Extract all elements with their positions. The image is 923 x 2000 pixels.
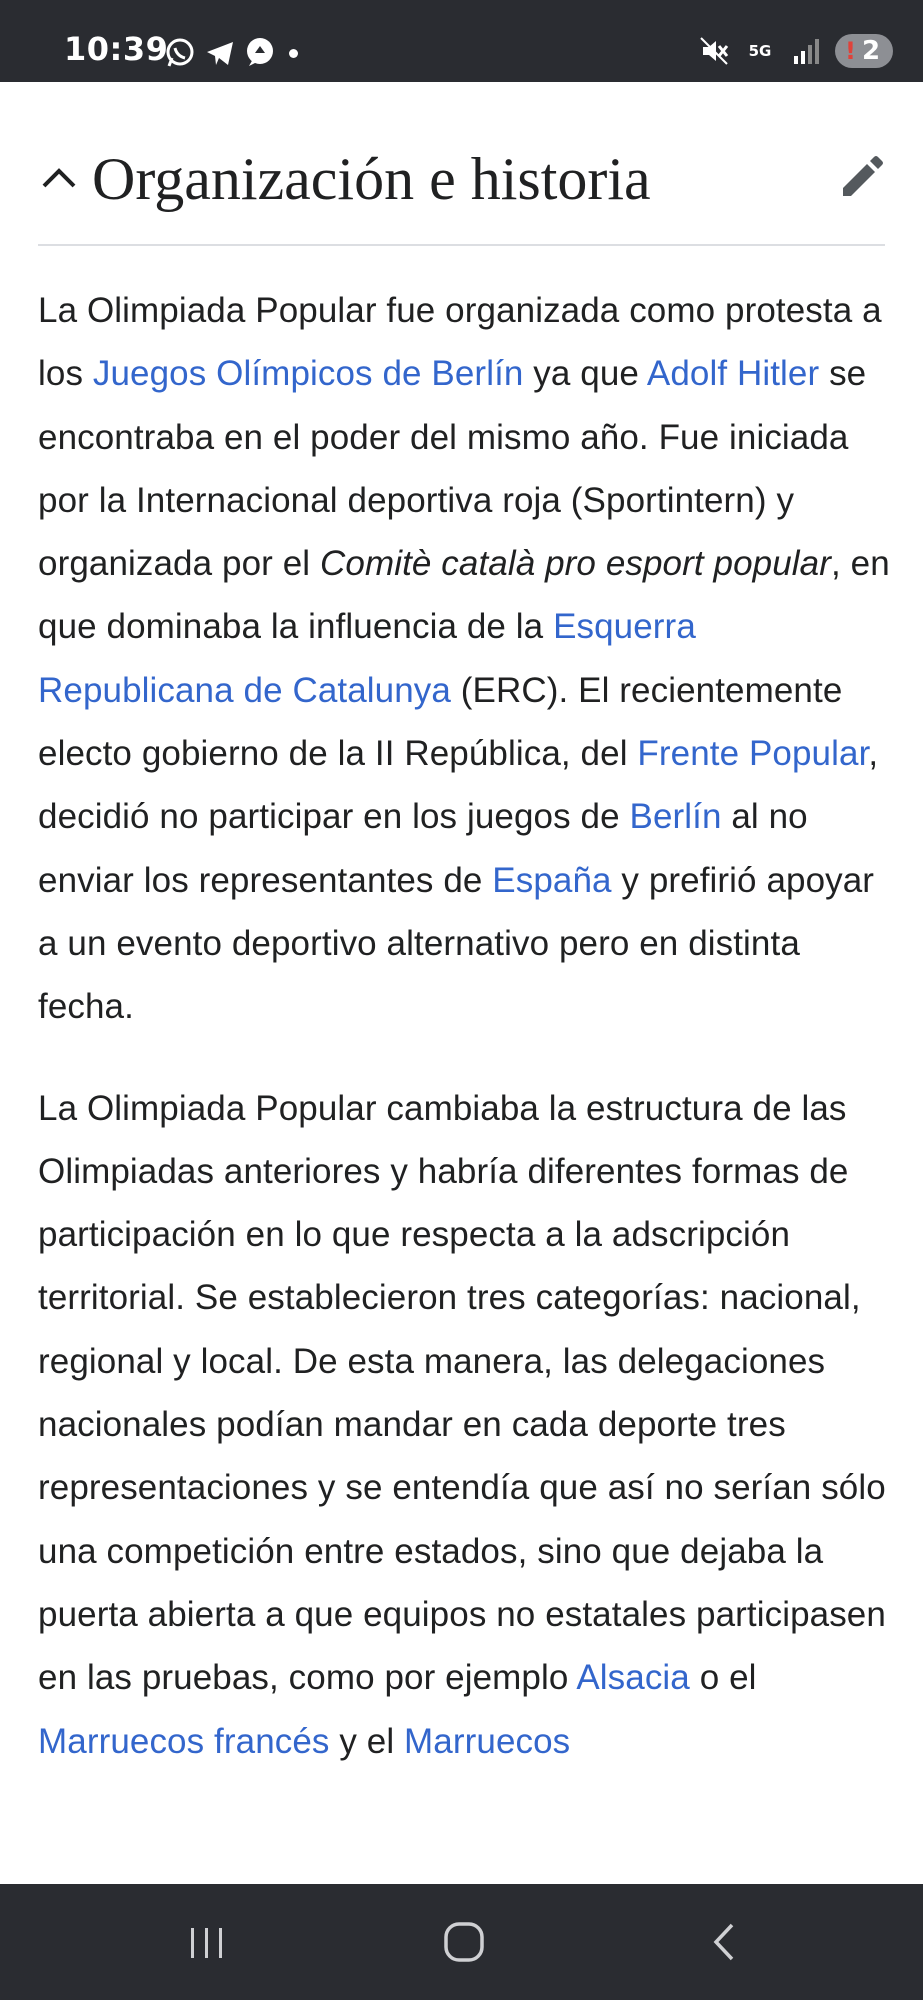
dot-icon — [289, 49, 298, 58]
chevron-up-icon[interactable] — [38, 158, 80, 200]
notification-badge — [835, 34, 893, 68]
paragraph-text: (ERC). El recientemente electo gobierno de la II República, del — [38, 670, 843, 774]
article-link[interactable]: Alsacia — [576, 1658, 690, 1698]
paragraph — [38, 279, 893, 1039]
paragraph-text: ya que — [523, 354, 647, 394]
paragraph — [38, 1077, 893, 1773]
home-icon[interactable] — [434, 1912, 494, 1972]
chat-bubble-icon — [243, 36, 277, 70]
article-link[interactable]: Adolf Hitler — [646, 354, 820, 394]
status-left-icons — [163, 36, 298, 70]
paragraph-text: o el — [689, 1658, 757, 1698]
article-link[interactable]: España — [492, 860, 612, 900]
article-body — [38, 279, 893, 1811]
article-link[interactable]: Marruecos francés — [38, 1721, 330, 1761]
section-title: Organización e historia — [92, 146, 651, 212]
pencil-icon[interactable] — [837, 154, 885, 202]
paragraph-text: y prefirió apoyar a un evento deportivo alternativo pero en distinta fecha. — [38, 860, 875, 1027]
mute-icon — [697, 34, 731, 68]
paragraph-text: La Olimpiada Popular cambiaba la estructura de las Olimpiadas anteriores y habría diferentes formas de participación en lo que respecta a la adscripción territorial. Se establecieron tres categorías: nacional, regional y local. De esta manera, las delegaciones nacionales podían mandar en cada deporte tres representaciones y se entendía que así no serían sólo una competición entre estados, sino que dejaba la puerta abierta a que equipos no estatales participasen en las pruebas, como por ejemplo — [38, 1088, 886, 1698]
article-link[interactable]: Esquerra Republicana de Catalunya — [38, 607, 696, 710]
paragraph-text: , en que dominaba la influencia de la — [38, 544, 890, 647]
status-right-icons — [697, 34, 893, 68]
section-header[interactable] — [38, 134, 885, 246]
article-link[interactable]: Juegos Olímpicos de Berlín — [92, 354, 524, 394]
back-icon[interactable] — [694, 1912, 754, 1972]
paragraph-text: La Olimpiada Popular fue organizada como protesta a los — [38, 291, 882, 394]
paragraph-text: al no enviar los representantes de — [38, 797, 808, 900]
paragraph-text: y el — [329, 1721, 405, 1761]
paragraph-text: se encontraba en el poder del mismo año. Fue iniciada por la Internacional deportiva roja (Sportintern) y organizada por el — [38, 354, 867, 584]
notification-count: 2 — [861, 36, 881, 66]
recent-apps-icon[interactable] — [177, 1912, 237, 1972]
5g-icon: 5G — [748, 42, 772, 60]
article-link[interactable]: Marruecos — [404, 1721, 571, 1761]
italic-text: Comitè català pro esport popular — [320, 544, 831, 584]
status-bar — [0, 0, 923, 82]
status-time: 10:39 — [64, 30, 169, 68]
alert-icon: ! — [845, 37, 856, 65]
navigation-bar — [0, 1884, 923, 2000]
telegram-icon — [203, 36, 237, 70]
paragraph-text: , decidió no participar en los juegos de — [38, 734, 879, 837]
signal-icon — [789, 34, 823, 68]
whatsapp-icon — [163, 36, 197, 70]
article-link[interactable]: Frente Popular — [637, 734, 869, 774]
article-content — [0, 82, 923, 1884]
article-link[interactable]: Berlín — [629, 797, 722, 837]
